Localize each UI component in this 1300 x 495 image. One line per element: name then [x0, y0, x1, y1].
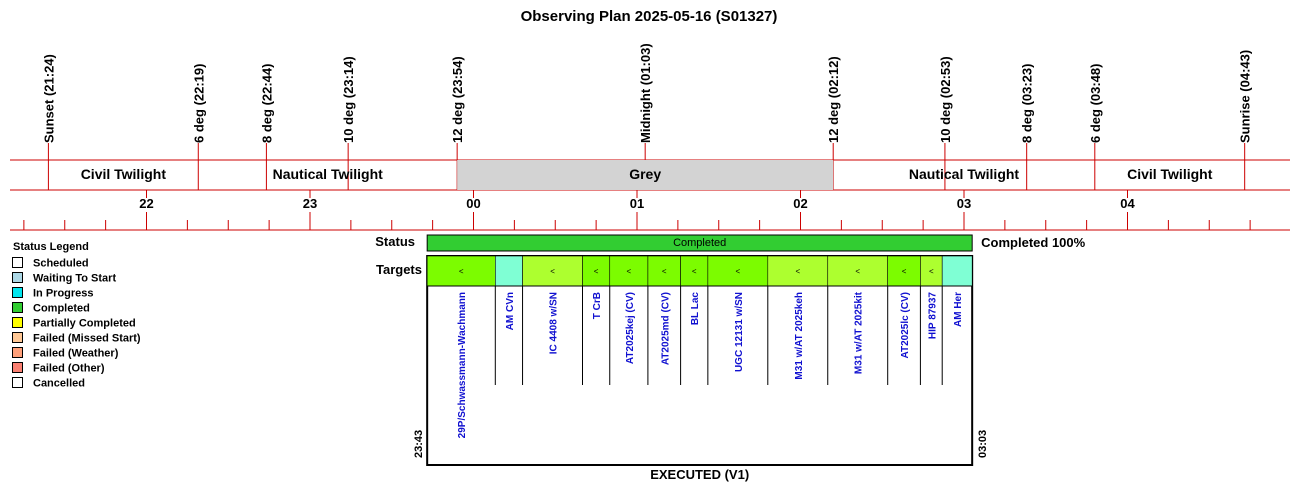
target-name-8: M31 w/AT 2025keh: [793, 292, 805, 380]
target-mark-0: <: [458, 267, 464, 276]
legend-item-7: Failed (Other): [33, 362, 105, 375]
twilight-band-label-2: Grey: [629, 166, 662, 182]
event-label-9: 6 deg (03:48): [1087, 63, 1103, 143]
target-bar-12: [942, 256, 972, 286]
target-name-4: AT2025kej (CV): [624, 292, 636, 365]
target-mark-4: <: [626, 267, 632, 276]
target-name-3: T CrB: [592, 292, 604, 320]
event-label-5: Midnight (01:03): [638, 43, 654, 143]
event-label-8: 8 deg (03:23): [1019, 63, 1035, 143]
legend-swatch-6: [13, 348, 23, 358]
legend-item-5: Failed (Missed Start): [33, 332, 141, 345]
block-end-label: 03:03: [977, 429, 990, 458]
status-legend: [13, 241, 141, 390]
legend-item-2: In Progress: [33, 287, 94, 300]
twilight-band-label-3: Nautical Twilight: [908, 166, 1020, 182]
status-row-label: Status: [375, 234, 415, 249]
status-bar-label: Completed: [673, 237, 727, 249]
targets-row-label: Targets: [376, 262, 422, 277]
target-name-11: HIP 87937: [927, 292, 939, 340]
target-name-6: BL Lac: [690, 292, 702, 326]
hour-tick-label: 22: [139, 196, 154, 211]
event-label-10: Sunrise (04:43): [1237, 49, 1253, 143]
legend-item-8: Cancelled: [33, 377, 85, 390]
legend-item-4: Partially Completed: [33, 317, 136, 330]
legend-swatch-7: [13, 363, 23, 373]
hour-tick-label: 23: [302, 196, 318, 211]
target-name-12: AM Her: [953, 292, 965, 328]
target-name-10: AT2025lc (CV): [900, 292, 912, 359]
twilight-bands: [81, 160, 1213, 190]
legend-swatch-5: [13, 333, 23, 343]
target-mark-9: <: [855, 267, 861, 276]
legend-swatch-2: [13, 288, 23, 298]
target-name-2: IC 4408 w/SN: [548, 292, 560, 355]
twilight-band-label-4: Civil Twilight: [1127, 166, 1213, 182]
event-label-6: 12 deg (02:12): [826, 56, 842, 143]
event-label-4: 12 deg (23:54): [450, 56, 466, 143]
twilight-band-label-0: Civil Twilight: [80, 166, 166, 182]
target-mark-2: <: [550, 267, 555, 276]
target-name-0: 29P/Schwassmann-Wachmann: [457, 292, 469, 439]
hour-tick-label: 02: [793, 196, 808, 211]
target-mark-10: <: [901, 267, 907, 276]
event-label-0: Sunset (21:24): [41, 54, 57, 143]
hour-tick-label: 03: [956, 196, 972, 211]
targets-frame: [427, 256, 972, 465]
target-name-9: M31 w/AT 2025kit: [853, 292, 865, 375]
event-label-1: 6 deg (22:19): [191, 63, 207, 143]
legend-item-3: Completed: [33, 302, 90, 315]
legend-swatch-8: [13, 378, 23, 388]
block-caption: EXECUTED (V1): [650, 467, 750, 482]
event-label-3: 10 deg (23:14): [341, 56, 357, 143]
hour-tick-label: 04: [1120, 196, 1135, 211]
block-start-label: 23:43: [413, 429, 426, 458]
legend-swatch-4: [13, 318, 23, 328]
legend-item-1: Waiting To Start: [33, 272, 117, 285]
target-name-1: AM CVn: [504, 292, 516, 331]
executed-block: [375, 234, 1085, 482]
legend-item-6: Failed (Weather): [33, 347, 119, 360]
target-mark-5: <: [661, 267, 667, 276]
hour-tick-label: 00: [466, 196, 481, 211]
twilight-band-label-1: Nautical Twilight: [272, 166, 383, 182]
event-label-2: 8 deg (22:44): [259, 63, 275, 143]
legend-swatch-3: [13, 303, 23, 313]
legend-item-0: Scheduled: [33, 257, 89, 270]
target-mark-11: <: [928, 267, 934, 276]
target-bar-1: [495, 256, 522, 286]
hour-tick-label: 01: [629, 196, 645, 211]
chart-title: Observing Plan 2025-05-16 (S01327): [520, 8, 778, 25]
target-mark-8: <: [795, 267, 801, 276]
completion-text: Completed 100%: [981, 235, 1086, 250]
target-mark-3: <: [593, 267, 599, 276]
legend-swatch-0: [13, 258, 23, 268]
event-label-7: 10 deg (02:53): [937, 56, 953, 143]
target-mark-6: <: [691, 267, 697, 276]
target-mark-7: <: [735, 267, 741, 276]
target-name-7: UGC 12131 w/SN: [733, 292, 745, 373]
target-name-5: AT2025md (CV): [660, 292, 672, 366]
legend-title: Status Legend: [13, 241, 89, 253]
legend-swatch-1: [13, 273, 23, 283]
